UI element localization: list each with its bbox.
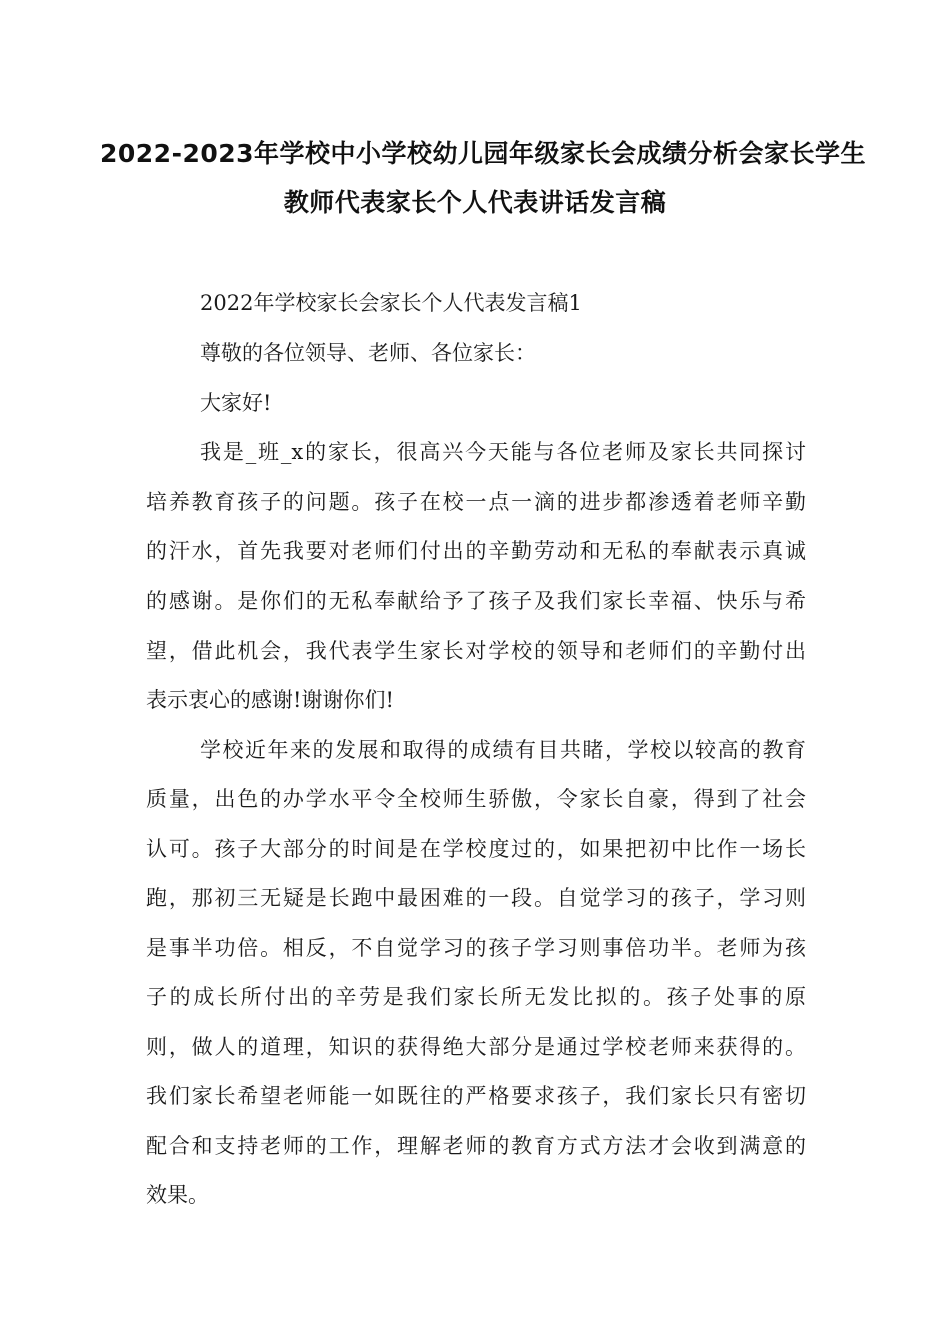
paragraph-line: 我们家长希望老师能一如既往的严格要求孩子，我们家长只有密切 xyxy=(146,1084,806,1108)
greeting: 大家好! xyxy=(200,391,272,415)
paragraph-line: 望，借此机会，我代表学生家长对学校的领导和老师们的辛勤付出 xyxy=(146,639,806,663)
paragraph-line: 的感谢。是你们的无私奉献给予了孩子及我们家长幸福、快乐与希 xyxy=(146,589,806,613)
salutation: 尊敬的各位领导、老师、各位家长： xyxy=(200,341,536,365)
paragraph-line: 效果。 xyxy=(146,1183,209,1207)
paragraph-line: 质量，出色的办学水平令全校师生骄傲，令家长自豪，得到了社会 xyxy=(146,787,806,811)
paragraph-line: 子的成长所付出的辛劳是我们家长所无发比拟的。孩子处事的原 xyxy=(146,985,806,1009)
document-title-line-1: 2022-2023年学校中小学校幼儿园年级家长会成绩分析会家长学生 xyxy=(100,139,867,168)
paragraph-line: 认可。孩子大部分的时间是在学校度过的，如果把初中比作一场长 xyxy=(146,837,806,861)
paragraph-line: 跑，那初三无疑是长跑中最困难的一段。自觉学习的孩子，学习则 xyxy=(146,886,806,910)
paragraph-line: 配合和支持老师的工作，理解老师的教育方式方法才会收到满意的 xyxy=(146,1134,806,1158)
paragraph-line: 培养教育孩子的问题。孩子在校一点一滴的进步都渗透着老师辛勤 xyxy=(146,490,806,514)
speech-subtitle: 2022年学校家长会家长个人代表发言稿1 xyxy=(200,291,582,315)
document-title-line-2: 教师代表家长个人代表讲话发言稿 xyxy=(283,188,667,217)
paragraph-line: 表示衷心的感谢!谢谢你们! xyxy=(146,688,394,712)
paragraph-line: 的汗水，首先我要对老师们付出的辛勤劳动和无私的奉献表示真诚 xyxy=(146,539,806,563)
paragraph-line: 则，做人的道理，知识的获得绝大部分是通过学校老师来获得的。 xyxy=(146,1035,806,1059)
paragraph-line: 我是_班_x的家长，很高兴今天能与各位老师及家长共同探讨 xyxy=(200,440,806,464)
paragraph-line: 是事半功倍。相反，不自觉学习的孩子学习则事倍功半。老师为孩 xyxy=(146,936,806,960)
paragraph-line: 学校近年来的发展和取得的成绩有目共睹，学校以较高的教育 xyxy=(200,738,806,762)
